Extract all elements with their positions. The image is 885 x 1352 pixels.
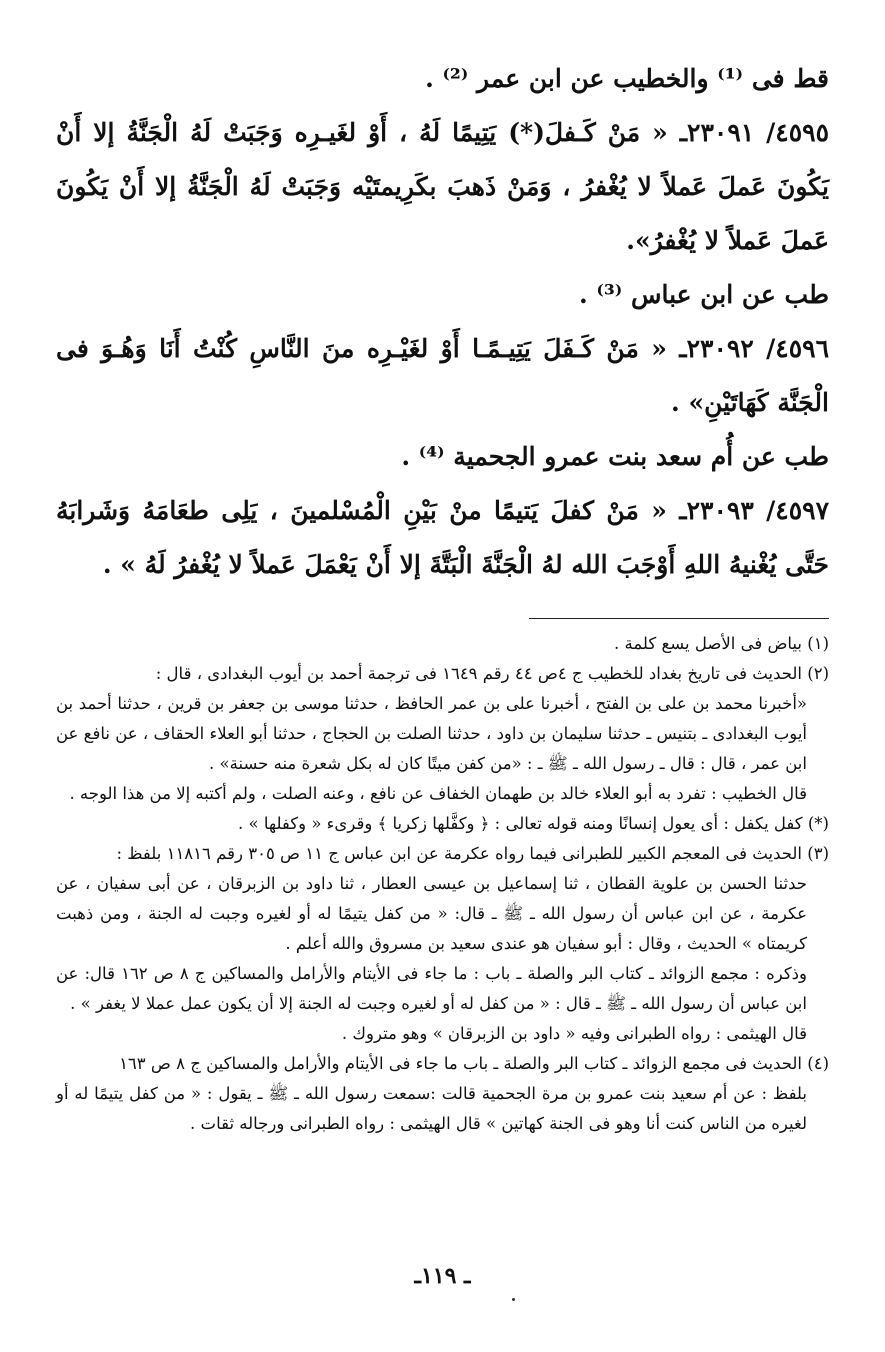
- footnote-2-body: «أخبرنا محمد بن على بن الفتح ، أخبرنا على بن عمر الحافظ ، حدثنا موسى بن جعفر بن قرين ، حدثنا أحمد بن أيوب البغدادى ـ بتنيس ـ حدثنا سليمان بن داود ، حدثنا الصلت بن الحجاج ، حدثنا أبو العلاء الحقاف ، عن نافع عن ابن عمر ، قال : قال ـ رسول الله ـ ﷺ ـ : «من كفن ميتًا كان له بكل شعرة منه حسنة» .: [56, 694, 807, 773]
- footnote-2-comment: قال الخطيب : تفرد به أبو العلاء خالد بن طهمان الخفاف عن نافع ، وعنه الصلت ، ولم أكتبه إلا من هذا الوجه .: [69, 784, 807, 803]
- intro-line: قط فى ⁽¹⁾ والخطيب عن ابن عمر ⁽²⁾ .: [425, 64, 829, 93]
- hadith-4595: ٤٥٩٥/ ٢٣٠٩١ـ « مَنْ كَـفلَ(*) يَتِيمًا لَهُ ، أَوْ لغَيـرِه وَجَبَتْ لَهُ الْجَنَّةُ إلا أَنْ يَكُونَ عَملَ عَملاً لا يُغْفرُ ، وَمَنْ ذَهبَ بكَرِيمتَيْه وَجَبَتْ لَهُ الْجَنَّةُ إلا أَنْ يَكُونَ عَملَ عَملاً لا يُغْفرُ».: [56, 118, 829, 255]
- footnote-3-comment: قال الهيثمى : رواه الطبرانى وفيه « داود بن الزبرقان » وهو متروك .: [341, 1024, 807, 1043]
- footnote-3-head: (٣) الحديث فى المعجم الكبير للطبرانى فيما رواه عكرمة عن ابن عباس ج ١١ ص ٣٠٥ رقم ١١٨١٦ بلفظ :: [116, 844, 829, 863]
- footnote-star: (*) كفل يكفل : أى يعول إنسانًا ومنه قوله تعالى : ﴿ وكفَّلها زكريا ﴾ وقرىء « وكفلها » .: [237, 814, 829, 833]
- footnote-3-body: حدثنا الحسن بن علوية القطان ، ثنا إسماعيل بن عيسى العطار ، ثنا داود بن الزبرقان ، عن أبى سفيان ، عن عكرمة ، عن ابن عباس أن رسول الله ـ ﷺ ـ قال: « من كفل يتيمًا له أو لغيره وجبت له الجنة ، ومن ذهبت كريمتاه » الحديث ، وقال : أبو سفيان هو عندى سعيد بن مسروق والله أعلم .: [56, 874, 807, 953]
- footnote-2-head: (٢) الحديث فى تاريخ بغداد للخطيب ج ٤ص ٤٤ رقم ١٦٤٩ فى ترجمة أحمد بن أيوب البغدادى ، قال :: [155, 664, 829, 683]
- hadith-4596: ٤٥٩٦/ ٢٣٠٩٢ـ « مَنْ كَـفَلَ يَتِيـمًـا أَوْ لغَيْـرِه منَ النَّاسِ كُنْتُ أَنَا وَهُـوَ فى الْجَنَّة كَهَاتَيْنِ» .: [56, 334, 829, 417]
- footnote-4-body: بلفظ : عن أم سعيد بنت عمرو بن مرة الجحمية قالت :سمعت رسول الله ـ ﷺ ـ يقول : « من كفل يتيمًا له أو لغيره من الناس كنت أنا وهو فى الجنة كهاتين » قال الهيثمى : رواه الطبرانى ورجاله ثقات .: [56, 1084, 807, 1133]
- footnote-3-zawaid: وذكره : مجمع الزوائد ـ كتاب البر والصلة ـ باب : ما جاء فى الأيتام والأرامل والمساكين ج ٨ ص ١٦٢ قال: عن ابن عباس أن رسول الله ـ ﷺ ـ قال : « من كفل له أو لغيره وجبت له الجنة إلا أن يكون عمل عملا لا يغفر » .: [56, 964, 807, 1013]
- hadith-4597: ٤٥٩٧/ ٢٣٠٩٣ـ « مَنْ كفلَ يَتيمًا منْ بَيْنِ الْمُسْلمينَ ، يَلِى طعَامَهُ وَشَرابَهُ حَتَّى يُغْنيهُ اللهِ أَوْجَبَ الله لهُ الْجَنَّةَ الْبَتَّةَ إلا أَنْ يَعْمَلَ عَملاً لا يُغْفرُ لَهُ » .: [56, 496, 830, 579]
- source-4595: طب عن ابن عباس ⁽³⁾ .: [579, 280, 829, 309]
- source-4596: طب عن أُم سعد بنت عمرو الجحمية ⁽⁴⁾ .: [401, 442, 829, 471]
- footnote-4-head: (٤) الحديث فى مجمع الزوائد ـ كتاب البر والصلة ـ باب ما جاء فى الأيتام والأرامل والمساكين ج ٨ ص ١٦٣: [119, 1054, 829, 1073]
- main-text: [56, 52, 829, 592]
- footnotes: [56, 629, 829, 1139]
- print-speck: [512, 1298, 515, 1301]
- footnote-divider: [529, 618, 829, 619]
- page-number: ـ ١١٩ـ: [414, 1263, 471, 1289]
- footnote-1: (١) بياض فى الأصل يسع كلمة .: [614, 634, 829, 653]
